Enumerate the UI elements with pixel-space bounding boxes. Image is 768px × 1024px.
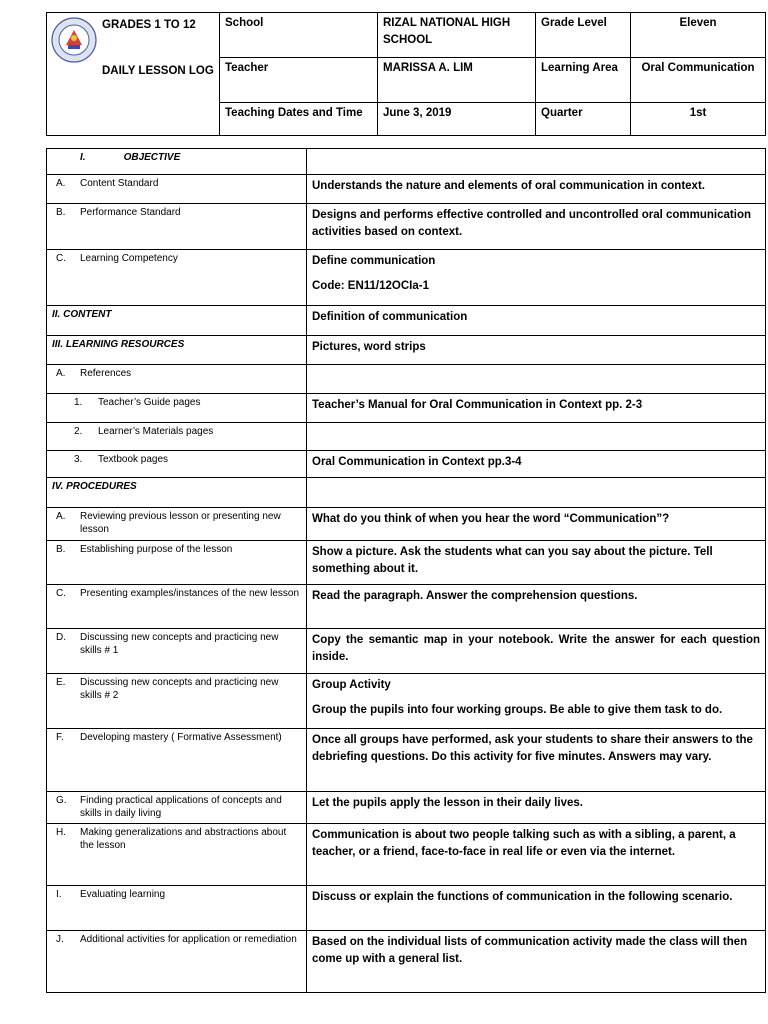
table-row [47, 541, 766, 585]
row-marker: B. [56, 207, 66, 218]
learning-area-label: Learning Area [536, 58, 631, 103]
procedure-value: Show a picture. Ask the students what can you say about the picture. Tell something about it. [307, 541, 766, 585]
row-marker: 3. [74, 454, 83, 465]
quarter-value: 1st [631, 103, 766, 136]
references-label: References [80, 368, 132, 379]
daily-lesson-log-title: DAILY LESSON LOG [102, 65, 214, 77]
textbook-value: Oral Communication in Context pp.3-4 [307, 451, 766, 478]
teacher-label: Teacher [220, 58, 378, 103]
table-row [47, 149, 766, 175]
procedure-value: Group Activity [312, 679, 391, 691]
learning-resources-value: Pictures, word strips [307, 336, 766, 365]
learning-area-value: Oral Communication [631, 58, 766, 103]
row-marker: C. [56, 588, 66, 599]
textbook-label: Textbook pages [98, 454, 169, 465]
quarter-label: Quarter [536, 103, 631, 136]
learning-competency-label: Learning Competency [80, 253, 178, 264]
performance-standard-label: Performance Standard [80, 207, 181, 218]
table-row [47, 451, 766, 478]
row-marker: A. [56, 178, 66, 189]
table-row [47, 478, 766, 508]
content-value: Definition of communication [307, 306, 766, 336]
row-marker: F. [56, 732, 64, 743]
row-marker: J. [56, 934, 64, 945]
procedure-label: Discussing new concepts and practicing new skills # 2 [80, 677, 279, 701]
procedure-value: What do you think of when you hear the word “Communication”? [307, 508, 766, 541]
table-row [47, 394, 766, 423]
row-marker: I. [80, 152, 86, 163]
learning-competency-code: Code: EN11/12OCIa-1 [312, 279, 429, 292]
row-marker: A. [56, 368, 66, 379]
procedure-label: Establishing purpose of the lesson [80, 544, 233, 555]
deped-seal-icon [51, 17, 97, 63]
objective-heading: OBJECTIVE [123, 152, 181, 163]
table-row [47, 508, 766, 541]
procedure-label: Making generalizations and abstractions about the lesson [80, 827, 287, 851]
table-row [47, 729, 766, 792]
row-marker: G. [56, 795, 67, 806]
row-marker: 1. [74, 397, 83, 408]
teacher-value: MARISSA A. LIM [378, 58, 536, 103]
procedure-value: Let the pupils apply the lesson in their daily lives. [307, 792, 766, 824]
procedure-label: Reviewing previous lesson or presenting new lesson [80, 511, 281, 535]
procedure-label: Additional activities for application or remediation [80, 934, 297, 945]
table-row [47, 629, 766, 674]
procedure-value: Based on the individual lists of communication activity made the class will then come up with a general list. [307, 931, 766, 993]
table-row [47, 585, 766, 629]
performance-standard-value: Designs and performs effective controlled and uncontrolled oral communication activities based on context. [307, 204, 766, 250]
header-table [46, 12, 766, 136]
lesson-table [46, 148, 766, 993]
procedures-heading: IV. PROCEDURES [52, 481, 137, 492]
table-row [47, 792, 766, 824]
procedure-value: Discuss or explain the functions of communication in the following scenario. [307, 886, 766, 931]
content-standard-label: Content Standard [80, 178, 159, 189]
content-heading: II. CONTENT [52, 309, 112, 320]
grade-level-value: Eleven [631, 13, 766, 58]
table-row [47, 204, 766, 250]
procedure-value-detail: Group the pupils into four working groups. Be able to give them task to do. [312, 703, 723, 716]
grades-label: GRADES 1 TO 12 [102, 19, 196, 31]
table-row [47, 886, 766, 931]
row-marker: A. [56, 511, 66, 522]
dates-value: June 3, 2019 [378, 103, 536, 136]
row-marker: C. [56, 253, 66, 264]
grade-level-label: Grade Level [536, 13, 631, 58]
row-marker: H. [56, 827, 66, 838]
procedure-value: Copy the semantic map in your notebook. Write the answer for each question inside. [307, 629, 766, 674]
table-row [47, 250, 766, 306]
row-marker: E. [56, 677, 66, 688]
teachers-guide-value: Teacher’s Manual for Oral Communication in Context pp. 2-3 [307, 394, 766, 423]
learning-competency-value: Define communication [312, 255, 436, 267]
school-value: RIZAL NATIONAL HIGH SCHOOL [378, 13, 536, 58]
dates-label: Teaching Dates and Time [220, 103, 378, 136]
procedure-label: Presenting examples/instances of the new lesson [80, 588, 300, 599]
teachers-guide-label: Teacher’s Guide pages [98, 397, 201, 408]
table-row [47, 824, 766, 886]
table-row [47, 674, 766, 729]
header-title-cell [47, 13, 220, 136]
row-marker: I. [56, 889, 62, 900]
procedure-label: Discussing new concepts and practicing new skills # 1 [80, 632, 279, 656]
content-standard-value: Understands the nature and elements of oral communication in context. [307, 175, 766, 204]
row-marker: B. [56, 544, 66, 555]
row-marker: 2. [74, 426, 83, 437]
table-row [47, 306, 766, 336]
table-row [47, 931, 766, 993]
row-marker: D. [56, 632, 66, 643]
table-row [47, 336, 766, 365]
table-row [47, 423, 766, 451]
procedure-value: Read the paragraph. Answer the comprehension questions. [307, 585, 766, 629]
learners-materials-label: Learner’s Materials pages [98, 426, 214, 437]
procedure-label: Evaluating learning [80, 889, 166, 900]
procedure-label: Finding practical applications of concepts and skills in daily living [80, 795, 282, 819]
procedure-value: Communication is about two people talking such as with a sibling, a parent, a teacher, or a friend, face-to-face in real life or even via the internet. [307, 824, 766, 886]
procedure-label: Developing mastery ( Formative Assessment) [80, 732, 282, 743]
procedure-value: Once all groups have performed, ask your students to share their answers to the debriefing questions. Do this activity for five minutes. Answers may vary. [307, 729, 766, 792]
school-label: School [220, 13, 378, 58]
table-row [47, 365, 766, 394]
learning-resources-heading: III. LEARNING RESOURCES [52, 339, 185, 350]
table-row [47, 175, 766, 204]
